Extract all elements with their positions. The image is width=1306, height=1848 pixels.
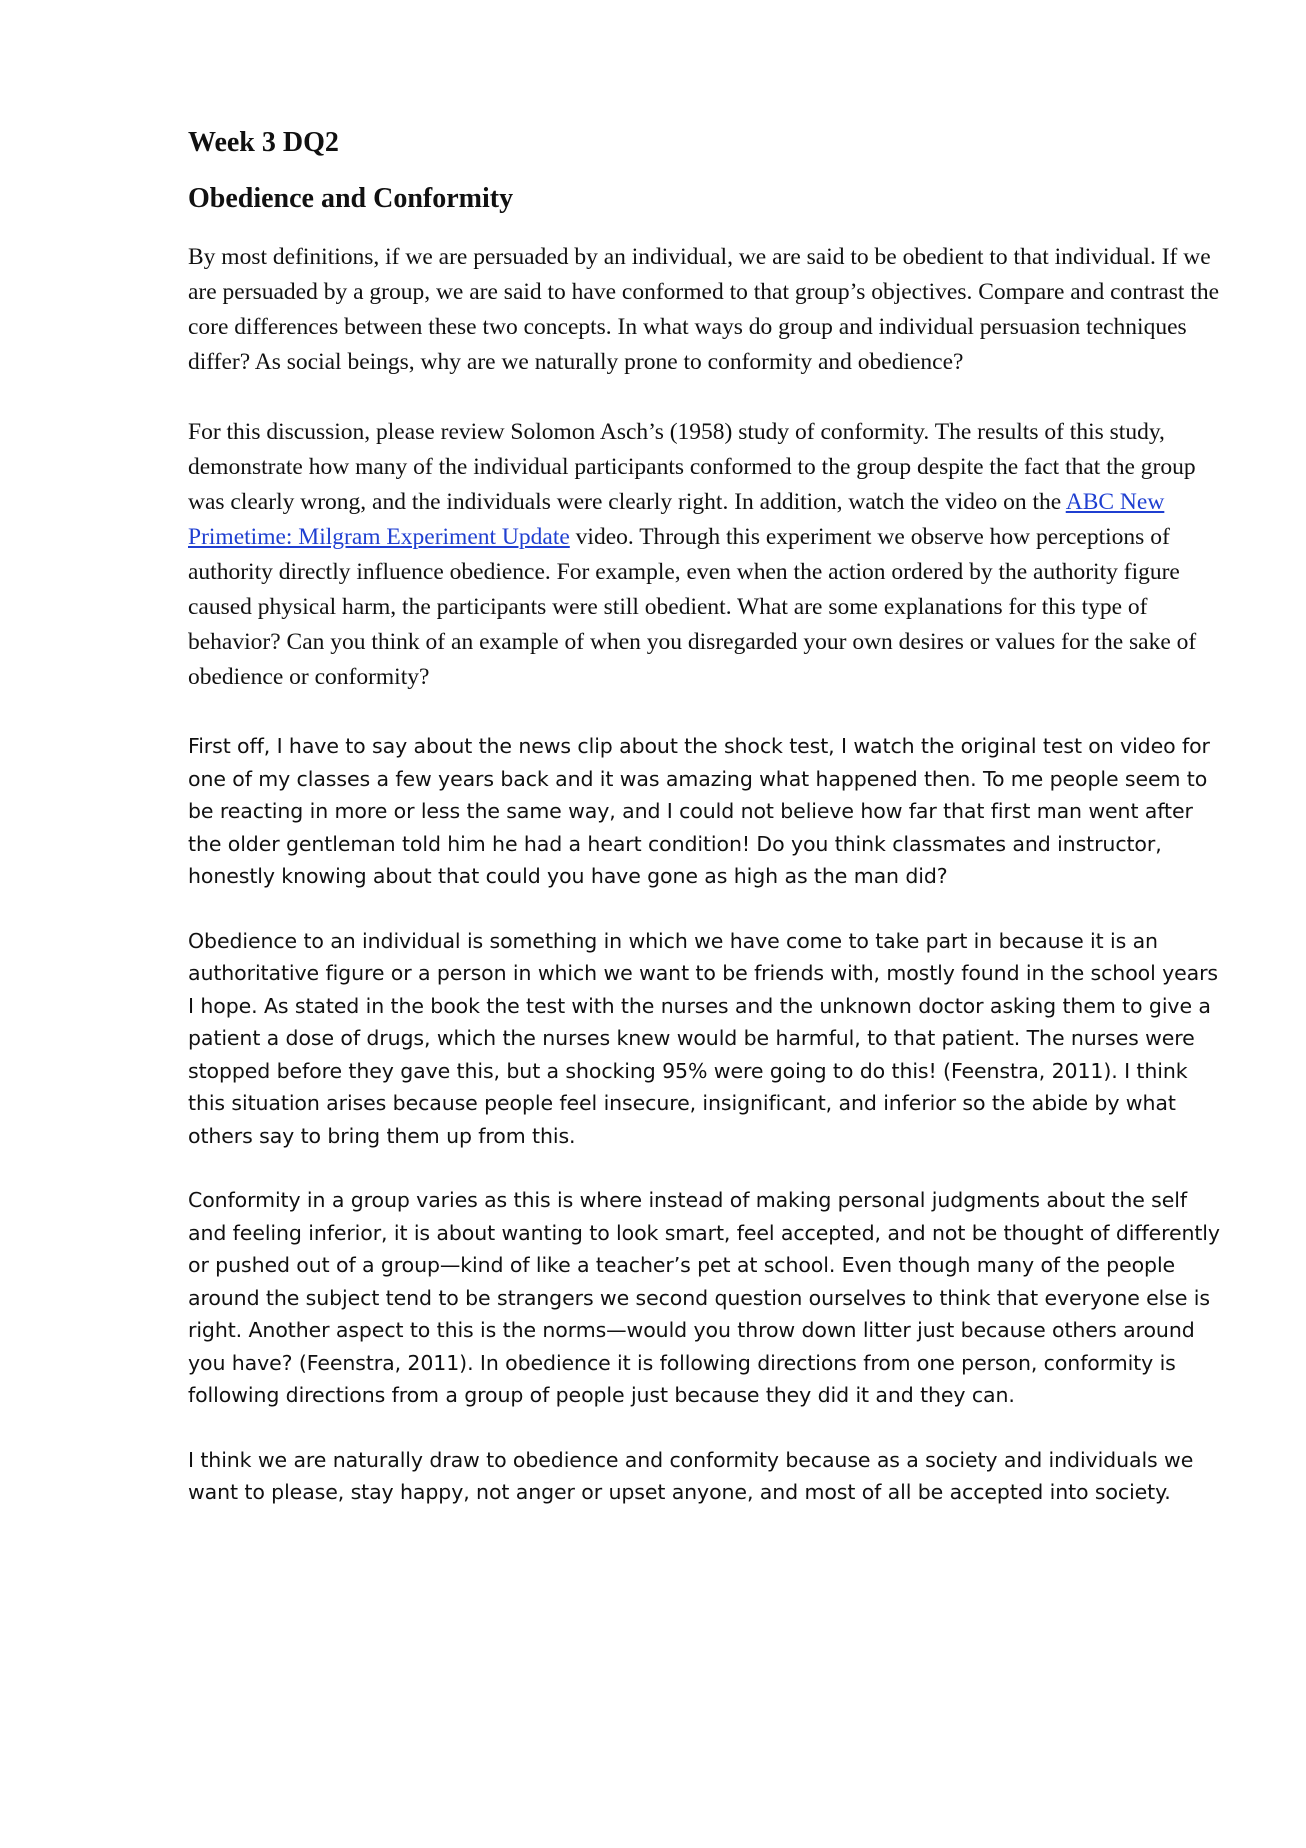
response-paragraph: I think we are naturally draw to obedience and conformity because as a society and individuals we want to please, stay happy, not anger or upset anyone, and most of all be accepted into society.	[188, 1447, 1194, 1504]
document-title: Obedience and Conformity	[188, 183, 514, 214]
response-paragraph: First off, I have to say about the news clip about the shock test, I watch the original test on video for one of my classes a few years back and it was amazing what happened then. To me people seem to be reacting in more or less the same way, and I could not believe how far that first man went after the older gentleman told him he had a heart condition! Do you think classmates and instructor, honestly knowing about that could you have gone as high as the man did?	[188, 734, 1210, 888]
response-paragraph: Conformity in a group varies as this is where instead of making personal judgments about the self and feeling inferior, it is about wanting to look smart, feel accepted, and not be thought of differently or pushed out of a group—kind of like a teacher’s pet at school. Even though many of the people around the subject tend to be strangers we second question ourselves to think that everyone else is right. Another aspect to this is the norms—would you throw down litter just because others around you have? (Feenstra, 2011). In obedience it is following directions from one person, conformity is following directions from a group of people just because they did it and they can.	[188, 1188, 1220, 1407]
prompt-paragraph: By most definitions, if we are persuaded by an individual, we are said to be obedient to that individual. If we are persuaded by a group, we are said to have conformed to that group’s objectives. Compare and contrast the core differences between these two concepts. In what ways do group and individual persuasion techniques differ? As social beings, why are we naturally prone to conformity and obedience?	[188, 244, 1220, 375]
prompt-paragraph-with-link	[188, 415, 1228, 695]
prompt-text-after-link: video. Through this experiment we observe how perceptions of authority directly influence obedience. For example, even when the action ordered by the authority figure caused physical harm, the participants were still obedient. What are some explanations for this type of behavior? Can you think of an example of when you disregarded your own desires or values for the sake of obedience or conformity?	[188, 524, 1197, 690]
prompt-text-before-link: For this discussion, please review Solomon Asch’s (1958) study of conformity. The results of this study, demonstrate how many of the individual participants conformed to the group despite the fact that the group was clearly wrong, and the individuals were clearly right. In addition, watch the video on the	[188, 419, 1196, 515]
milgram-video-link[interactable]: ABC New Primetime: Milgram Experiment Update	[188, 489, 1165, 550]
response-paragraph: Obedience to an individual is something in which we have come to take part in because it is an authoritative figure or a person in which we want to be friends with, mostly found in the school years I hope. As stated in the book the test with the nurses and the unknown doctor asking them to give a patient a dose of drugs, which the nurses knew would be harmful, to that patient. The nurses were stopped before they gave this, but a shocking 95% were going to do this! (Feenstra, 2011). I think this situation arises because people feel insecure, insignificant, and inferior so the abide by what others say to bring them up from this.	[188, 928, 1219, 1148]
week-heading: Week 3 DQ2	[188, 127, 339, 158]
document-body	[188, 126, 1228, 1541]
